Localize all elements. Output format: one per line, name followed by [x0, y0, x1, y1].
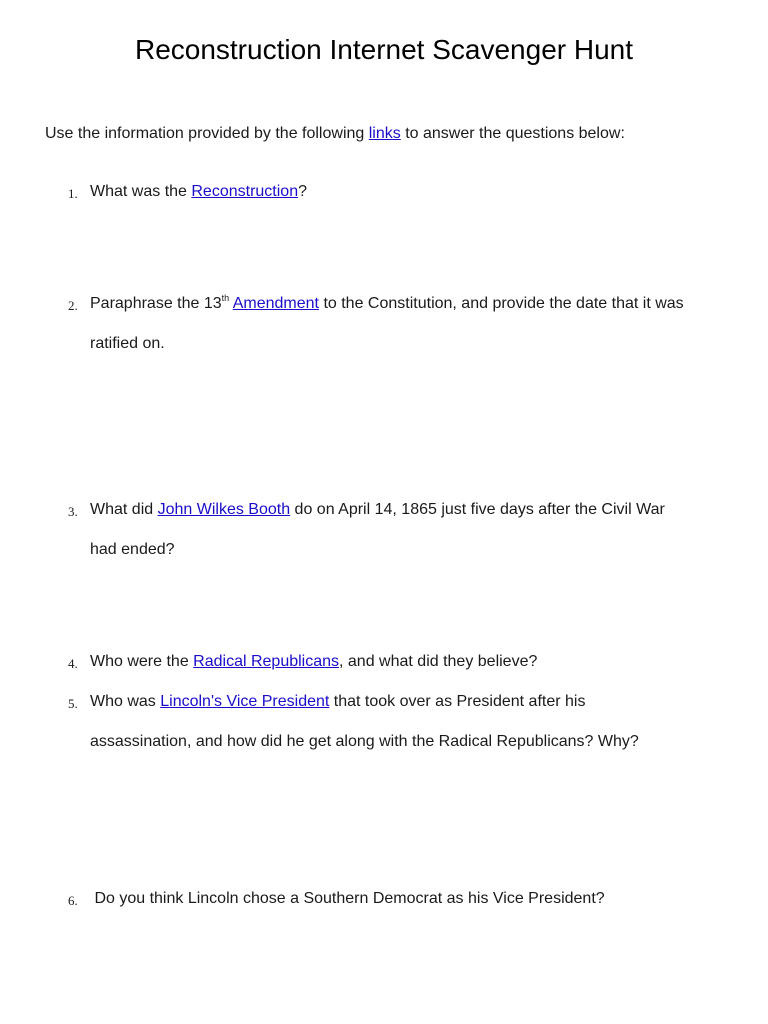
links-link[interactable]: links [368, 125, 401, 142]
question-text-after: that took over as President after his [329, 693, 586, 710]
question-number: 2. [68, 298, 78, 313]
question-text-before: Who was [90, 693, 161, 710]
question-text-after: to the Constitution, and provide the date that it was [319, 295, 684, 312]
question-text: Do you think Lincoln chose a Southern Democrat as his Vice President? [90, 890, 605, 907]
question-text-after: do on April 14, 1865 just five days after the Civil War [290, 501, 665, 518]
instructions-text-before: Use the information provided by the following [45, 125, 369, 142]
question-number: 6. [68, 893, 78, 908]
question-number: 4. [68, 656, 78, 671]
question-text-before: Who were the [90, 653, 194, 670]
question-text [90, 693, 585, 711]
question-text-before: What did [90, 501, 158, 518]
question-text-after: ? [298, 183, 307, 200]
question-number: 1. [68, 186, 78, 201]
instructions-text-after: to answer the questions below: [400, 125, 625, 142]
radical-republicans-link[interactable]: Radical Republicans [193, 653, 340, 670]
question-text [90, 653, 537, 671]
amendment-link[interactable]: Amendment [232, 295, 319, 312]
question-text-before: What was the [90, 183, 192, 200]
superscript: th [221, 293, 230, 303]
question-text-continued: had ended? [90, 541, 175, 558]
question-text [90, 501, 665, 519]
john-wilkes-booth-link[interactable]: John Wilkes Booth [157, 501, 291, 518]
page-title: Reconstruction Internet Scavenger Hunt [134, 34, 634, 65]
instructions [45, 125, 625, 143]
question-number: 5. [68, 696, 78, 711]
question-text-before: Paraphrase the 13 [90, 295, 222, 312]
question-text-continued: ratified on. [90, 335, 165, 352]
question-text-continued: assassination, and how did he get along with the Radical Republicans? Why? [90, 733, 639, 750]
question-text-after: , and what did they believe? [339, 653, 538, 670]
vice-president-link[interactable]: Lincoln's Vice President [160, 693, 330, 710]
question-text [90, 183, 307, 201]
question-number: 3. [68, 504, 78, 519]
reconstruction-link[interactable]: Reconstruction [191, 183, 299, 200]
question-text [90, 295, 684, 313]
